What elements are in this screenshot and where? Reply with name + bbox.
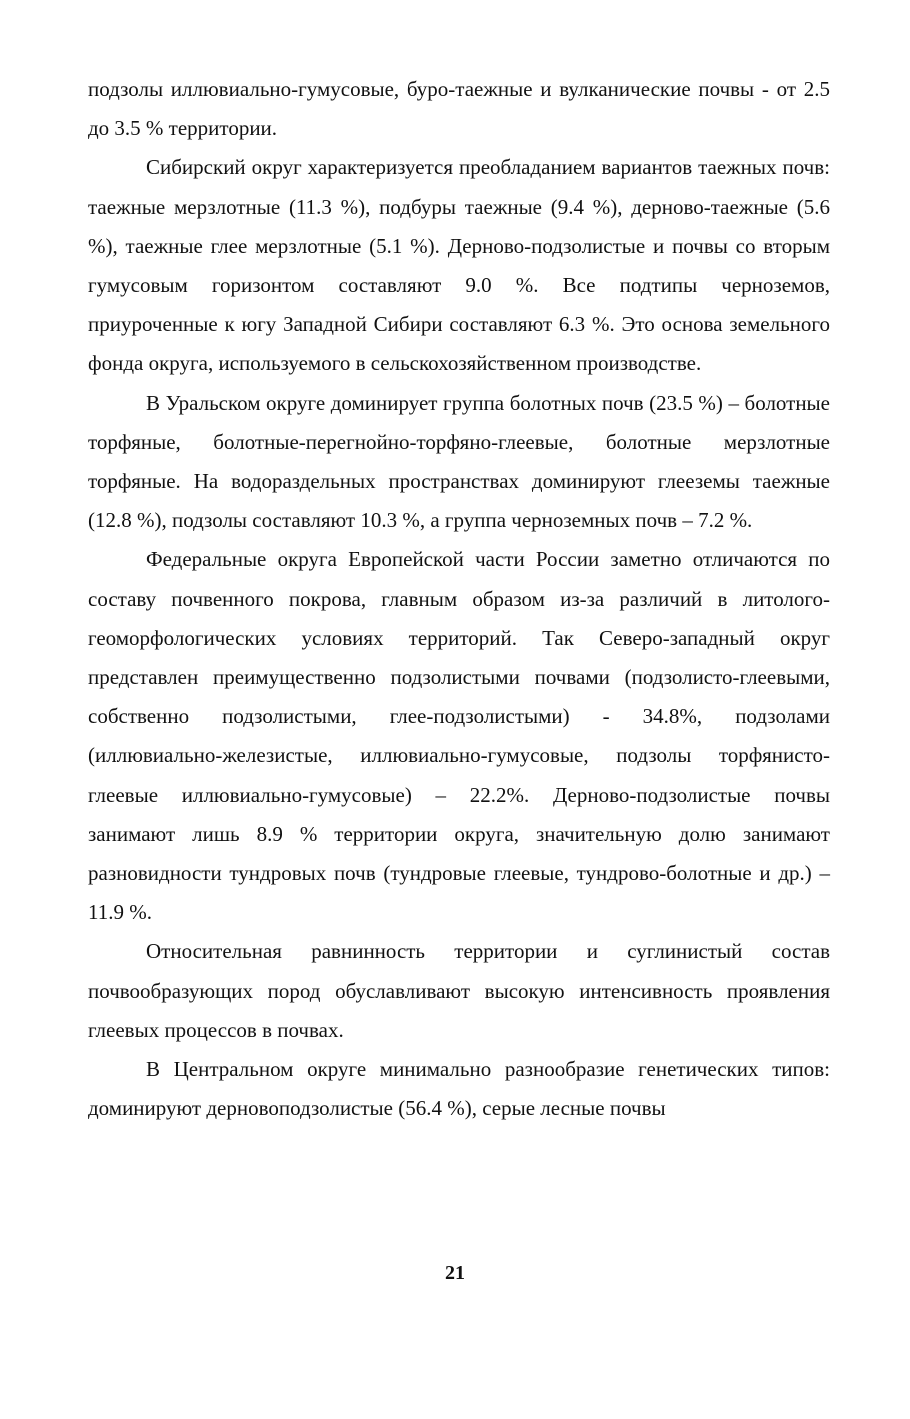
paragraph-european-districts: Федеральные округа Европейской части России заметно отличаются по составу почвенного покрова, главным образом из-за различий в литолого-геоморфологических условиях территорий. Так Северо-западный округ представлен преимущественно подзолистыми почвами (подзолисто-глеевыми, собственно подзолистыми, глее-подзолистыми) - 34.8%, подзолами (иллювиально-железистые, иллювиально-гумусовые, подзолы торфянисто-глеевые иллювиально-гумусовые) – 22.2%. Дерново-подзолистые почвы занимают лишь 8.9 % территории округа, значительную долю занимают разновидности тундровых почв (тундровые глеевые, тундрово-болотные и др.) – 11.9 %. bbox=[88, 547, 830, 925]
paragraph-relief-gley: Относительная равнинность территории и суглинистый состав почвообразующих пород обуславливают высокую интенсивность проявления глеевых процессов в почвах. bbox=[88, 939, 830, 1042]
paragraph-central-district: В Центральном округе минимально разнообразие генетических типов: доминируют дерновоподзолистые (56.4 %), серые лесные почвы bbox=[88, 1057, 830, 1121]
paragraph-continuation: подзолы иллювиально-гумусовые, буро-таежные и вулканические почвы - от 2.5 до 3.5 % территории. bbox=[88, 77, 830, 141]
paragraph-siberian-district: Сибирский округ характеризуется преобладанием вариантов таежных почв: таежные мерзлотные (11.3 %), подбуры таежные (9.4 %), дерново-таежные (5.6 %), таежные глее мерзлотные (5.1 %). Дерново-подзолистые и почвы со вторым гумусовым горизонтом составляют 9.0 %. Все подтипы черноземов, приуроченные к югу Западной Сибири составляют 6.3 %. Это основа земельного фонда округа, используемого в сельскохозяйственном производстве. bbox=[88, 155, 830, 376]
paragraph-ural-district: В Уральском округе доминирует группа болотных почв (23.5 %) – болотные торфяные, болотные-перегнойно-торфяно-глеевые, болотные мерзлотные торфяные. На водораздельных пространствах доминируют глееземы таежные (12.8 %), подзолы составляют 10.3 %, а группа черноземных почв – 7.2 %. bbox=[88, 390, 830, 533]
page-number: 21 bbox=[445, 1262, 465, 1284]
body-text bbox=[88, 70, 830, 1128]
